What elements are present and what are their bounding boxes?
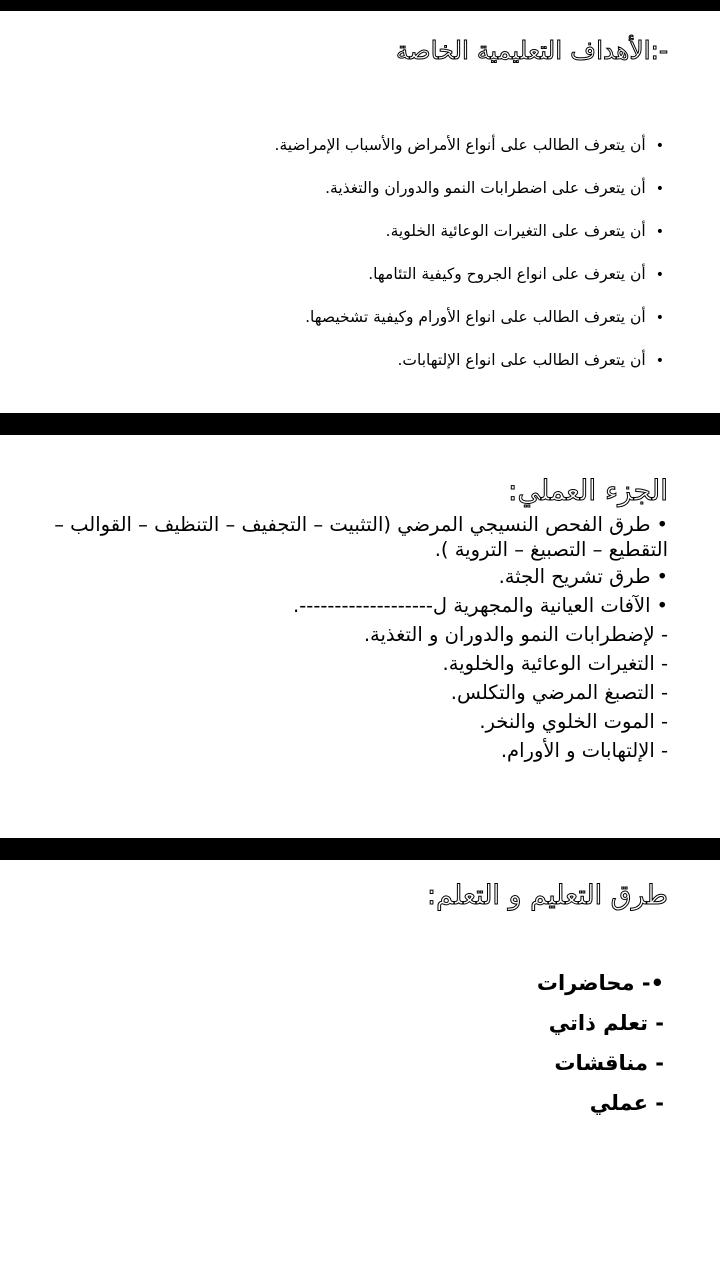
methods-list — [537, 963, 664, 1123]
section-divider-bar — [0, 838, 720, 860]
objective-item: • أن يتعرف الطالب على انواع الإلتهابات. — [44, 339, 664, 382]
practical-subitem: - التغيرات الوعائية والخلوية. — [38, 649, 668, 678]
objective-item: • أن يتعرف الطالب على أنواع الأمراض والأسباب الإمراضية. — [44, 124, 664, 167]
method-item: - عملي — [537, 1083, 664, 1123]
practical-item: • طرق تشريح الجثة. — [38, 562, 668, 591]
methods-heading: طرق التعليم و التعلم: — [427, 880, 668, 911]
method-item: - تعلم ذاتي — [537, 1003, 664, 1043]
objectives-heading: -:الأهداف التعليمية الخاصة — [395, 36, 668, 65]
practical-subitem: - لإضطرابات النمو والدوران و التغذية. — [38, 620, 668, 649]
top-black-bar — [0, 0, 720, 11]
objective-item: • أن يتعرف على اضطرابات النمو والدوران والتغذية. — [44, 167, 664, 210]
section-divider-bar — [0, 413, 720, 435]
objective-item: • أن يتعرف الطالب على انواع الأورام وكيفية تشخيصها. — [44, 296, 664, 339]
practical-subitem: - الإلتهابات و الأورام. — [38, 736, 668, 765]
objective-item: • أن يتعرف على انواع الجروح وكيفية التئامها. — [44, 253, 664, 296]
method-item: •- محاضرات — [537, 963, 664, 1003]
practical-subitem: - الموت الخلوي والنخر. — [38, 707, 668, 736]
objective-item: • أن يتعرف على التغيرات الوعائية الخلوية. — [44, 210, 664, 253]
practical-list — [38, 512, 668, 765]
method-item: - مناقشات — [537, 1043, 664, 1083]
objectives-list — [44, 124, 664, 382]
practical-subitem: - التصبغ المرضي والتكلس. — [38, 678, 668, 707]
practical-item: • طرق الفحص النسيجي المرضي (التثبيت – التجفيف – التنظيف – القوالب – التقطيع – التصبيغ – التروية ). — [38, 512, 668, 562]
practical-item: • الآفات العيانية والمجهرية ل-------------------. — [38, 591, 668, 620]
practical-heading: الجزء العملي: — [508, 474, 668, 507]
